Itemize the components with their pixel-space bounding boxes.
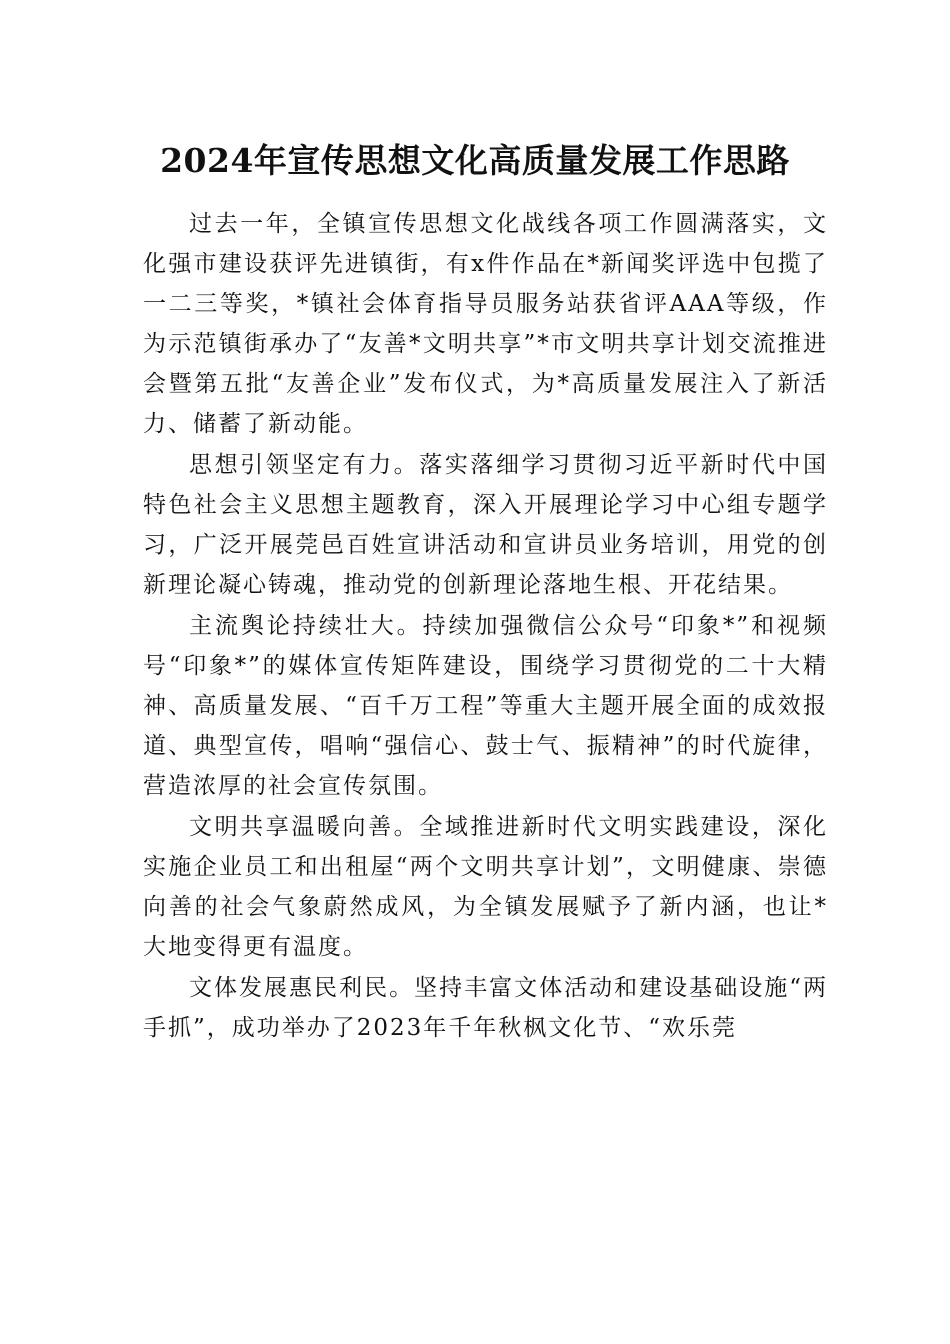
- document-title: 2024年宣传思想文化高质量发展工作思路: [160, 141, 790, 180]
- paragraph-culture-sports: 文体发展惠民利民。坚持丰富文体活动和建设基础设施“两手抓”，成功举办了2023年千年秋枫文化节、“欢乐莞: [143, 975, 828, 1041]
- paragraph-mainstream-opinion: 主流舆论持续壮大。持续加强微信公众号“印象*”和视频号“印象*”的媒体宣传矩阵建设，围绕学习贯彻党的二十大精神、高质量发展、“百千万工程”等重大主题开展全面的成效报道、典型宣传，唱响“强信心、鼓士气、振精神”的时代旋律，营造浓厚的社会宣传氛围。: [143, 613, 828, 799]
- paragraph-thought-guidance: 思想引领坚定有力。落实落细学习贯彻习近平新时代中国特色社会主义思想主题教育，深入开展理论学习中心组专题学习，广泛开展莞邑百姓宣讲活动和宣讲员业务培训，用党的创新理论凝心铸魂，推动党的创新理论落地生根、开花结果。: [143, 452, 828, 598]
- paragraph-civilization-sharing: 文明共享温暖向善。全域推进新时代文明实践建设，深化实施企业员工和出租屋“两个文明共享计划”，文明健康、崇德向善的社会气象蔚然成风，为全镇发展赋予了新内涵，也让*大地变得更有温度。: [143, 814, 828, 960]
- paragraph-intro: 过去一年，全镇宣传思想文化战线各项工作圆满落实，文化强市建设获评先进镇街，有x件作品在*新闻奖评选中包揽了一二三等奖，*镇社会体育指导员服务站获省评AAA等级，作为示范镇街承办了“友善*文明共享”*市文明共享计划交流推进会暨第五批“友善企业”发布仪式，为*高质量发展注入了新活力、储蓄了新动能。: [143, 211, 828, 437]
- document-body: [143, 204, 828, 1049]
